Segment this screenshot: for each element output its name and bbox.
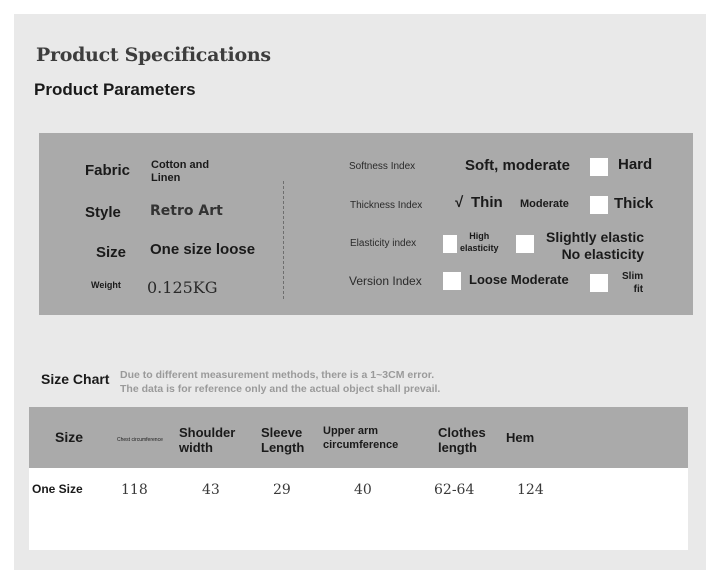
thickness-option-thick: Thick: [614, 195, 654, 212]
row-size: One Size: [32, 482, 83, 496]
row-upper-arm: 40: [354, 482, 372, 498]
style-label: Style: [85, 204, 121, 221]
style-value: Retro Art: [150, 203, 223, 219]
elasticity-options-right: [546, 229, 644, 263]
elasticity-option-high: [460, 230, 499, 254]
header-upper-arm-line2: circumference: [323, 439, 399, 451]
size-chart-note-line1: Due to different measurement methods, there is a 1~3CM error.: [120, 369, 435, 381]
size-label: Size: [96, 244, 127, 261]
row-shoulder: 43: [202, 482, 220, 498]
header-hem: Hem: [506, 430, 535, 445]
row-sleeve: 29: [273, 482, 291, 498]
thickness-index-label: Thickness Index: [350, 200, 423, 211]
softness-option-hard: Hard: [618, 156, 653, 173]
elasticity-option-none: No elasticity: [561, 246, 645, 262]
row-chest: 118: [121, 482, 148, 498]
version-option-loose-moderate: Loose Moderate: [469, 272, 569, 287]
header-sleeve-line2: Length: [261, 440, 305, 455]
column-divider: [283, 181, 284, 299]
elasticity-checkbox-1: [443, 235, 457, 253]
header-shoulder-line2: width: [179, 440, 213, 455]
header-shoulder-line1: Shoulder: [179, 425, 236, 440]
parameters-panel: [39, 133, 693, 315]
size-value: One size loose: [150, 241, 256, 258]
fabric-label: Fabric: [85, 162, 131, 179]
thickness-option-thin: Thin: [471, 194, 503, 211]
header-shoulder-width: [179, 425, 235, 455]
fabric-value: [151, 159, 209, 185]
header-sleeve-line1: Sleeve: [261, 425, 303, 440]
size-chart-label: Size Chart: [41, 371, 110, 387]
size-table-body: [29, 468, 688, 550]
section-title-parameters: Product Parameters: [34, 80, 196, 99]
header-clothes-line2: length: [438, 440, 477, 455]
elasticity-index-label: Elasticity index: [350, 238, 417, 249]
row-hem: 124: [517, 482, 544, 498]
version-slim-line1: Slim: [622, 271, 644, 282]
weight-value: 0.125KG: [147, 278, 218, 297]
thickness-check-mark: √: [455, 194, 464, 211]
fabric-value-line1: Cotton and: [151, 159, 210, 171]
softness-checkbox: [590, 158, 608, 176]
header-chest-circumference: Chest circumference: [117, 437, 163, 443]
version-index-label: Version Index: [349, 274, 422, 288]
elasticity-option-slightly: Slightly elastic: [546, 229, 645, 245]
elasticity-high-line1: High: [469, 231, 490, 241]
elasticity-checkbox-2: [516, 235, 534, 253]
header-size: Size: [55, 429, 84, 445]
section-title-specifications: Product Specifications: [36, 44, 271, 66]
row-clothes-length: 62-64: [434, 482, 475, 498]
header-upper-arm: [323, 424, 398, 452]
softness-option-soft-moderate: Soft, moderate: [465, 157, 571, 174]
header-upper-arm-line1: Upper arm: [323, 425, 379, 437]
version-option-slim-fit: [622, 270, 643, 296]
fabric-value-line2: Linen: [151, 172, 181, 184]
elasticity-high-line2: elasticity: [460, 243, 499, 253]
version-slim-line2: fit: [633, 284, 644, 295]
version-checkbox-1: [443, 272, 461, 290]
header-clothes-length: [438, 425, 486, 455]
thickness-option-moderate: Moderate: [520, 198, 569, 210]
thickness-checkbox: [590, 196, 608, 214]
header-clothes-line1: Clothes: [438, 425, 486, 440]
softness-index-label: Softness Index: [349, 161, 416, 172]
version-checkbox-2: [590, 274, 608, 292]
size-chart-note-line2: The data is for reference only and the actual object shall prevail.: [120, 383, 441, 395]
size-table-header: [29, 407, 688, 468]
header-sleeve-length: [261, 425, 304, 455]
weight-label: Weight: [91, 280, 121, 290]
